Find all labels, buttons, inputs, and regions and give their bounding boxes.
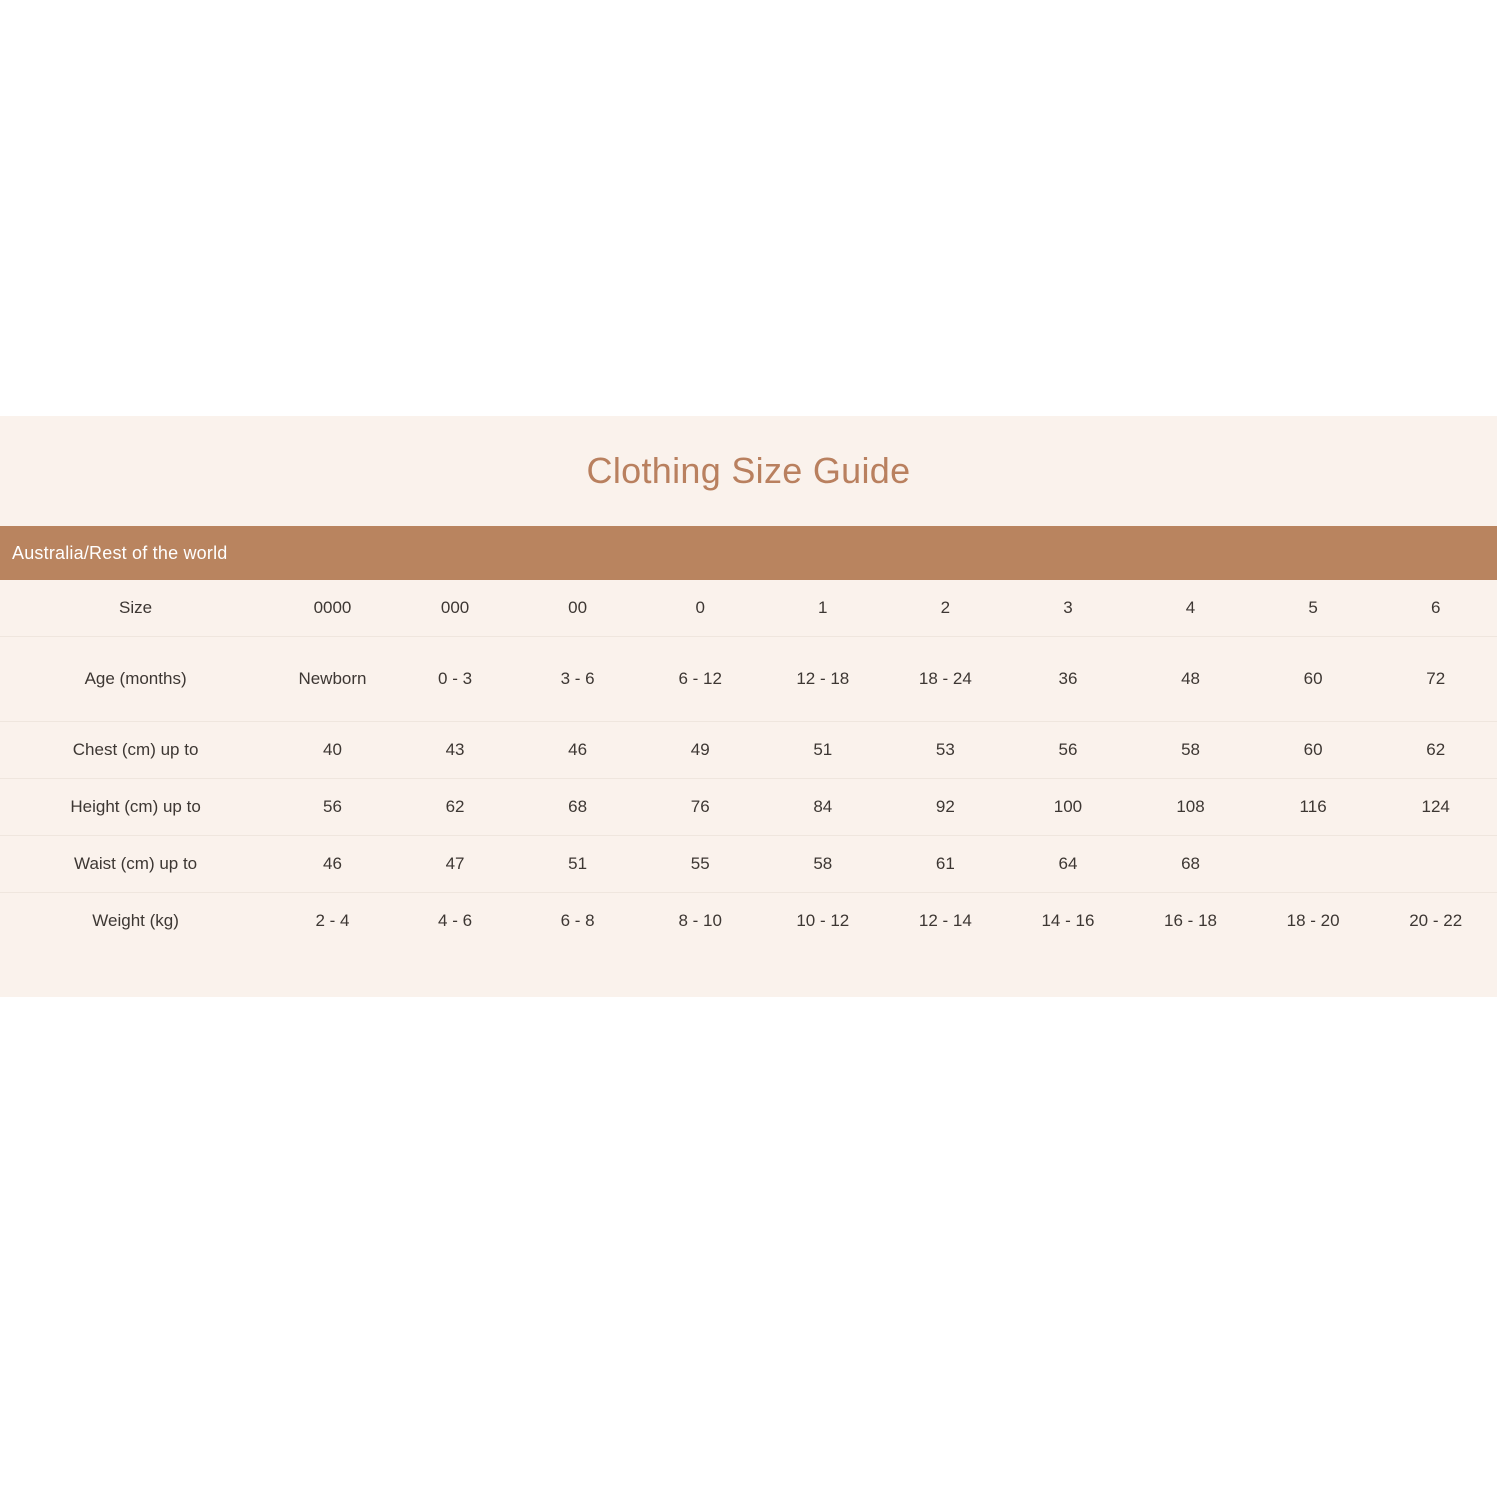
table-cell: 000 [394,580,517,637]
table-cell: 48 [1129,637,1252,722]
card-footer-space [0,949,1497,997]
table-cell: 76 [639,779,762,836]
table-cell: 124 [1374,779,1497,836]
row-label: Waist (cm) up to [0,836,271,893]
table-cell: 53 [884,722,1007,779]
table-cell: Newborn [271,637,394,722]
table-cell: 108 [1129,779,1252,836]
table-cell: 62 [1374,722,1497,779]
table-cell: 4 - 6 [438,911,473,930]
size-table [0,580,1497,949]
table-cell: 36 [1007,637,1130,722]
title-area [0,416,1497,526]
table-row [0,637,1497,722]
table-cell: 68 [516,779,639,836]
table-cell: 61 [884,836,1007,893]
table-cell: 2 [884,580,1007,637]
table-cell: 64 [1007,836,1130,893]
table-cell: 18 - 24 [884,637,1007,722]
region-header-bar [0,526,1497,580]
table-cell: 20 - 22 [1409,911,1463,930]
table-cell: 55 [639,836,762,893]
table-cell: 6 - 8 [560,911,595,930]
table-cell: 116 [1252,779,1375,836]
row-label: Height (cm) up to [0,779,271,836]
table-row [0,836,1497,893]
table-cell: 3 - 6 [516,637,639,722]
table-cell: 46 [271,836,394,893]
table-cell: 16 - 18 [1164,911,1217,930]
table-cell: 58 [762,836,885,893]
table-cell: 12 - 18 [762,637,885,722]
region-label: Australia/Rest of the world [12,542,228,563]
table-cell: 40 [271,722,394,779]
row-label: Age (months) [0,637,271,722]
row-label: Chest (cm) up to [0,722,271,779]
table-cell: 00 [516,580,639,637]
table-cell: 0000 [271,580,394,637]
table-cell: 0 [639,580,762,637]
table-cell: 56 [1007,722,1130,779]
table-cell: 4 [1129,580,1252,637]
table-row [0,580,1497,637]
table-cell [1252,836,1375,893]
table-cell: 18 - 20 [1286,911,1340,930]
table-row [0,893,1497,950]
row-label: Size [0,580,271,637]
table-cell: 72 [1374,637,1497,722]
table-cell: 1 [762,580,885,637]
table-cell: 3 [1007,580,1130,637]
table-cell: 6 - 12 [639,637,762,722]
table-cell: 49 [639,722,762,779]
table-cell: 62 [394,779,517,836]
table-cell: 5 [1252,580,1375,637]
table-cell: 43 [394,722,517,779]
table-cell: 14 - 16 [1041,911,1095,930]
table-cell: 51 [516,836,639,893]
table-row [0,779,1497,836]
table-cell: 92 [884,779,1007,836]
table-cell [1374,836,1497,893]
table-cell: 58 [1129,722,1252,779]
table-cell: 2 - 4 [315,911,350,930]
table-cell: 84 [762,779,885,836]
table-cell: 6 [1374,580,1497,637]
table-cell: 47 [394,836,517,893]
table-cell: 56 [271,779,394,836]
table-cell: 0 - 3 [394,637,517,722]
table-cell: 46 [516,722,639,779]
table-cell: 60 [1252,722,1375,779]
table-cell: 10 - 12 [796,911,850,930]
size-guide-card [0,416,1497,997]
row-label: Weight (kg) [92,911,179,930]
page-title: Clothing Size Guide [586,450,911,491]
table-cell: 8 - 10 [678,911,722,930]
table-cell: 51 [762,722,885,779]
table-cell: 100 [1007,779,1130,836]
table-cell: 12 - 14 [918,911,972,930]
table-cell: 68 [1129,836,1252,893]
table-cell: 60 [1252,637,1375,722]
table-row [0,722,1497,779]
